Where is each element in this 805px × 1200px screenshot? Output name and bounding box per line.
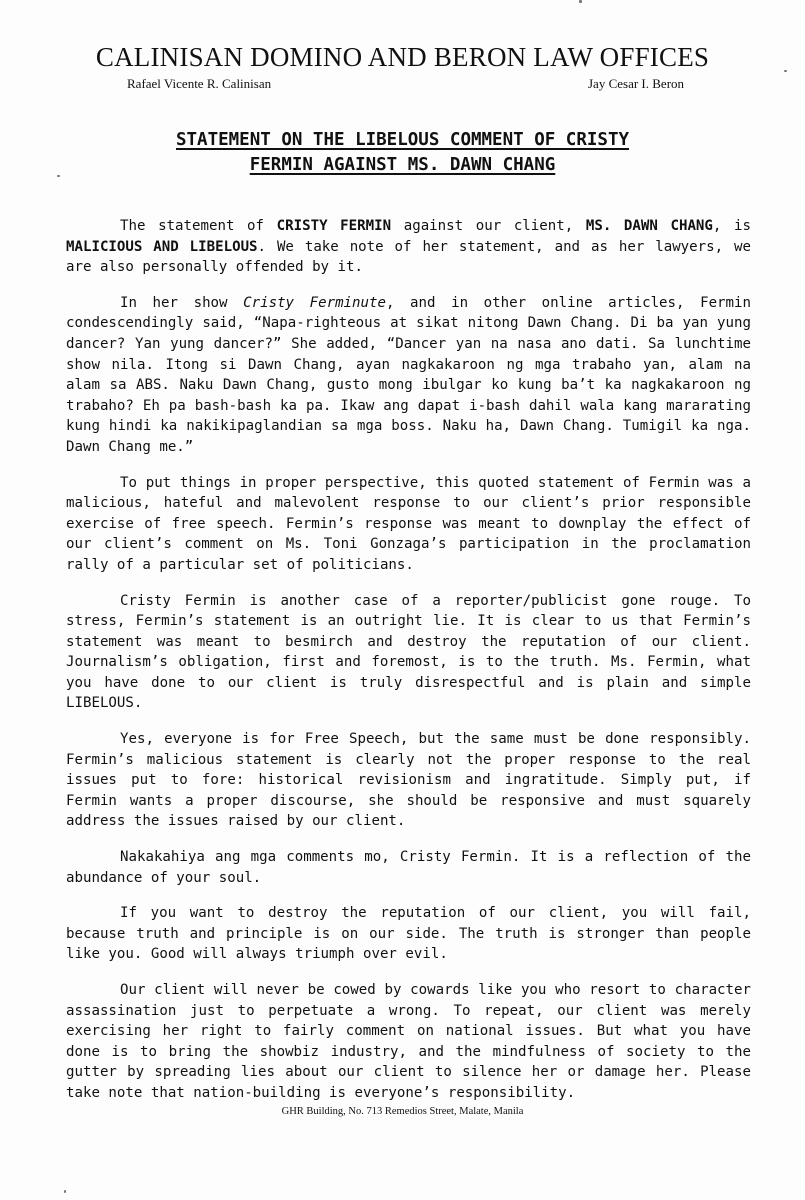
paragraph-1-text: , is xyxy=(712,218,751,234)
paragraph-2-text: , and in other online articles, Fermin condescendingly said, “Napa-righteous at sikat nitong Dawn Chang. Di ba yan yung dancer? Yan yung dancer?” She added, “Dancer yan na nasa ano dati. Sa lunchtime show nila. Itong si Dawn Chang, ayan nagkakaroon ng mga trabaho yan, alam na alam sa ABS. Naku Dawn Chang, gusto mong ibulgar ko kung ba’t ka nagkakaroon ng trabaho? Eh pa bash-bash ka pa. Ikaw ang dapat i-bash dahil wala kang mararating kung hindi ka nakikipaglandian sa mga boss. Naku ha, Dawn Chang. Tumigil ka nga. Dawn Chang me.” xyxy=(66,294,752,455)
paragraph-1-bold-claim: MALICIOUS AND LIBELOUS xyxy=(66,238,258,255)
letterhead-firm-name: CALINISAN DOMINO AND BERON LAW OFFICES xyxy=(95,42,710,72)
statement-title-line-2: FERMIN AGAINST MS. DAWN CHANG xyxy=(249,155,556,175)
paragraph-7: If you want to destroy the reputation of our client, you will fail, because truth and principle is on our side. The truth is stronger than people like you. Good will always triumph over evil. xyxy=(66,905,751,963)
footer-address: GHR Building, No. 713 Remedios Street, Malate, Manila xyxy=(281,1106,524,1117)
paragraph-1-text: against our client, xyxy=(391,218,586,234)
paragraph-4: Cristy Fermin is another case of a reporter/publicist gone rouge. To stress, Fermin’s statement is an outright lie. It is clear to us that Fermin’s statement was meant to besmirch and destroy the reputation of our client. Journalism’s obligation, first and foremost, is to the truth. Ms. Fermin, what you have done to our client is truly disrespectful and is plain and simple LIBELOUS. xyxy=(66,592,751,712)
paragraph-5: Yes, everyone is for Free Speech, but the same must be done responsibly. Fermin’s malicious statement is clearly not the proper response to the real issues put to fore: historical revisionism and ingratitude. Simply put, if Fermin wants a proper discourse, she should be responsive and must squarely address the issues raised by our client. xyxy=(66,731,751,830)
paragraph-2-show-title: Cristy Ferminute xyxy=(243,294,386,311)
paragraph-1-bold-name: CRISTY FERMIN xyxy=(276,218,392,234)
statement-title xyxy=(60,128,745,178)
paragraph-2 xyxy=(66,293,751,458)
paragraph-6: Nakakahiya ang mga comments mo, Cristy Fermin. It is a reflection of the abundance of your soul. xyxy=(66,849,751,886)
statement-body xyxy=(66,216,751,1119)
paragraph-1-text: . We take note of her statement, and as her lawyers, we are also personally offended by it. xyxy=(66,238,751,276)
paragraph-1-text: The statement of xyxy=(120,218,277,234)
paragraph-1-bold-client: MS. DAWN CHANG xyxy=(585,218,713,234)
scan-speck xyxy=(64,1190,66,1193)
paragraph-1 xyxy=(66,216,751,278)
scan-speck xyxy=(579,0,582,3)
letterhead-partner-right: Jay Cesar I. Beron xyxy=(588,76,685,91)
letterhead-partner-left: Rafael Vicente R. Calinisan xyxy=(127,76,272,91)
paragraph-8: Our client will never be cowed by cowards like you who resort to character assassination just to perpetuate a wrong. To repeat, our client was merely exercising her right to fairly comment on national issues. But what you have done is to bring the showbiz industry, and the mindfulness of society to the gutter by spreading lies about our client to silence her or damage her. Please take note that nation-building is everyone’s responsibility. xyxy=(66,982,751,1101)
statement-title-line-1: STATEMENT ON THE LIBELOUS COMMENT OF CRISTY xyxy=(175,130,630,150)
paragraph-2-text: In her show xyxy=(120,294,244,311)
paragraph-3: To put things in proper perspective, this quoted statement of Fermin was a malicious, hateful and malevolent response to our client’s prior responsible exercise of free speech. Fermin’s response was meant to downplay the effect of our client’s comment on Ms. Toni Gonzaga’s participation in the proclamation rally of a particular set of politicians. xyxy=(66,474,751,573)
